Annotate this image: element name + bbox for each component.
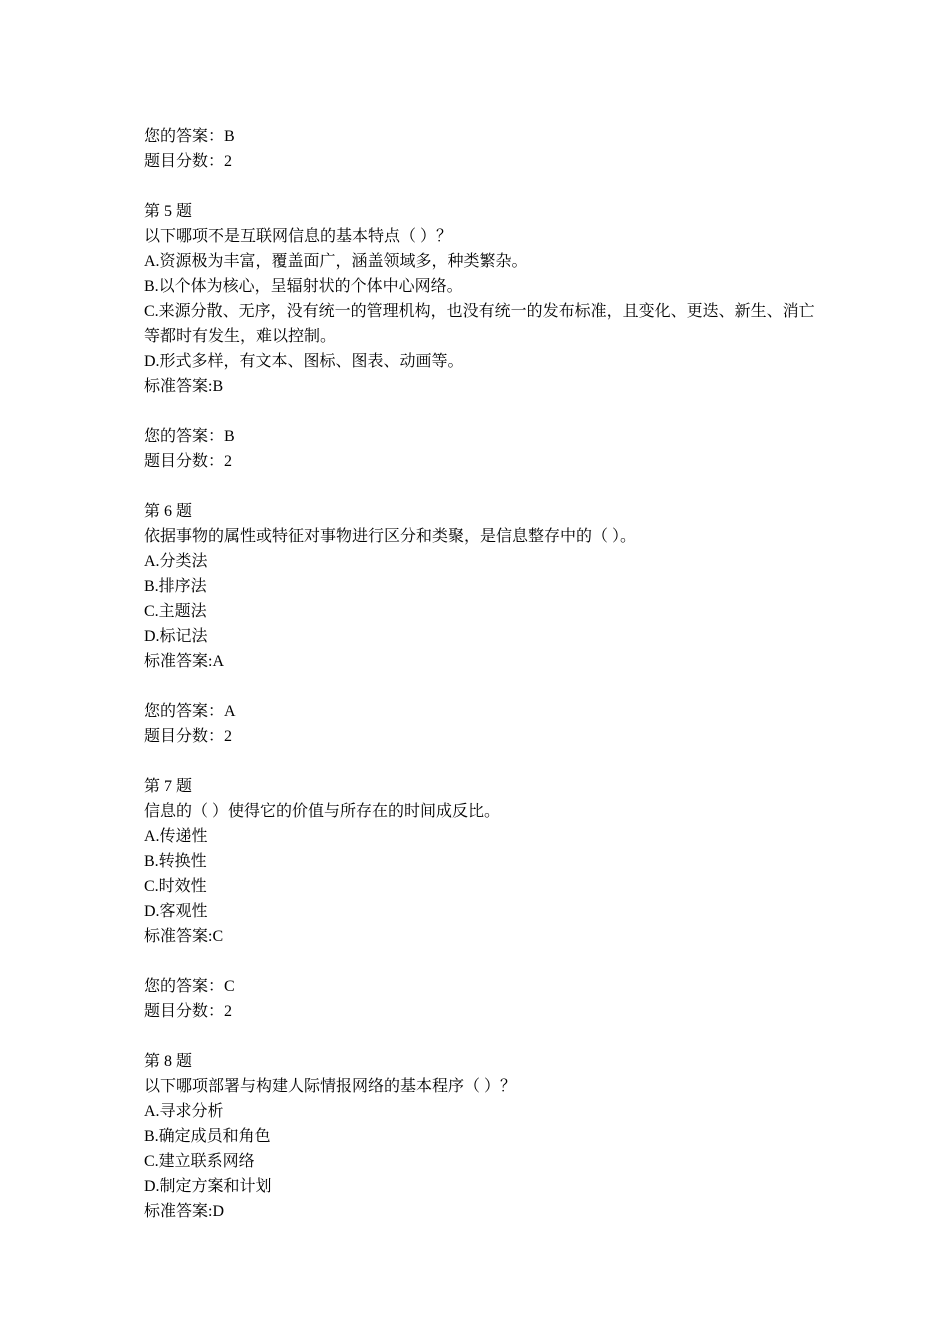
- option-b: B.转换性: [144, 853, 207, 870]
- your-answer: 您的答案：A: [144, 703, 236, 720]
- option-a: A.分类法: [144, 553, 208, 570]
- option-b: B.排序法: [144, 578, 207, 595]
- question-stem: 以下哪项部署与构建人际情报网络的基本程序（ ）？: [144, 1078, 517, 1095]
- question-number: 第 5 题: [144, 203, 193, 220]
- your-answer: 您的答案：B: [144, 428, 235, 445]
- option-d: D.形式多样，有文本、图标、图表、动画等。: [144, 353, 464, 370]
- standard-answer: 标准答案:B: [144, 378, 224, 395]
- option-c: C.建立联系网络: [144, 1153, 255, 1170]
- document-page: [144, 124, 824, 1224]
- question-score: 题目分数：2: [144, 153, 233, 170]
- your-answer: 您的答案：C: [144, 978, 235, 995]
- option-a: A.资源极为丰富，覆盖面广，涵盖领域多，种类繁杂。: [144, 253, 528, 270]
- option-d: D.标记法: [144, 628, 208, 645]
- spacer: [144, 1024, 824, 1049]
- option-a: A.传递性: [144, 828, 208, 845]
- question-block: [144, 199, 824, 499]
- option-c: C.主题法: [144, 603, 207, 620]
- standard-answer: 标准答案:D: [144, 1203, 225, 1220]
- option-c: C.来源分散、无序，没有统一的管理机构，也没有统一的发布标准，且变化、更迭、新生、消亡等都时有发生，难以控制。: [144, 303, 815, 345]
- option-b: B.确定成员和角色: [144, 1128, 271, 1145]
- question-number: 第 6 题: [144, 503, 193, 520]
- your-answer: 您的答案：B: [144, 128, 235, 145]
- question-block: [144, 1049, 824, 1224]
- option-b: B.以个体为核心，呈辐射状的个体中心网络。: [144, 278, 463, 295]
- spacer: [144, 749, 824, 774]
- question-stem: 信息的（ ）使得它的价值与所存在的时间成反比。: [144, 803, 501, 820]
- option-d: D.制定方案和计划: [144, 1178, 272, 1195]
- spacer: [144, 674, 824, 699]
- standard-answer: 标准答案:C: [144, 928, 224, 945]
- spacer: [144, 174, 824, 199]
- spacer: [144, 399, 824, 424]
- question-score: 题目分数：2: [144, 453, 233, 470]
- question-score: 题目分数：2: [144, 728, 233, 745]
- question-number: 第 8 题: [144, 1053, 193, 1070]
- option-c: C.时效性: [144, 878, 207, 895]
- question-block: [144, 774, 824, 1049]
- spacer: [144, 474, 824, 499]
- question-stem: 依据事物的属性或特征对事物进行区分和类聚，是信息整存中的（ ）。: [144, 528, 637, 545]
- spacer: [144, 949, 824, 974]
- question-score: 题目分数：2: [144, 1003, 233, 1020]
- standard-answer: 标准答案:A: [144, 653, 225, 670]
- option-a: A.寻求分析: [144, 1103, 224, 1120]
- option-d: D.客观性: [144, 903, 208, 920]
- question-block: [144, 499, 824, 774]
- question-stem: 以下哪项不是互联网信息的基本特点（ ）？: [144, 228, 453, 245]
- question-number: 第 7 题: [144, 778, 193, 795]
